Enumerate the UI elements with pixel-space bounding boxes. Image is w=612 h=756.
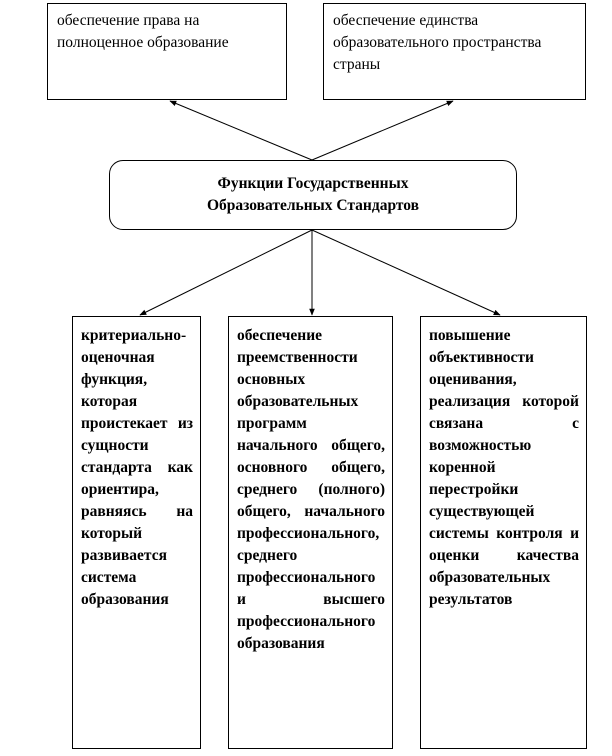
box-continuity-programs <box>228 316 393 749</box>
center-functions-box <box>109 160 517 230</box>
box-right-to-education-text: обеспечение права на полноценное образование <box>57 12 229 51</box>
arrow-to-bottom-left <box>140 230 312 315</box>
box-continuity-programs-text: обеспечение преемственности основных образовательных программ начального общего, основного общего, среднего (полного) общего, начального профессионального, среднего профессионального и высшего профессионального образования <box>237 327 385 652</box>
center-title: Функции Государственных Образовательных Стандартов <box>206 175 420 214</box>
box-unity-of-space <box>323 3 586 100</box>
arrow-to-top-left <box>170 101 312 160</box>
box-objectivity-assessment <box>420 316 587 749</box>
box-right-to-education <box>47 3 287 100</box>
box-criterion-function-text: критериально-оценочная функция, которая проистекает из сущности стандарта как ориентира, равняясь на который развивается система образования <box>81 327 193 608</box>
arrow-to-top-right <box>312 101 453 160</box>
box-unity-of-space-text: обеспечение единства образовательного пространства страны <box>333 12 542 73</box>
box-criterion-function <box>72 316 201 749</box>
box-objectivity-assessment-text: повышение объективности оценивания, реализация которой связана с возможностью коренной перестройки существующей системы контроля и оценки качества образовательных результатов <box>429 327 579 608</box>
arrow-to-bottom-right <box>312 230 500 315</box>
